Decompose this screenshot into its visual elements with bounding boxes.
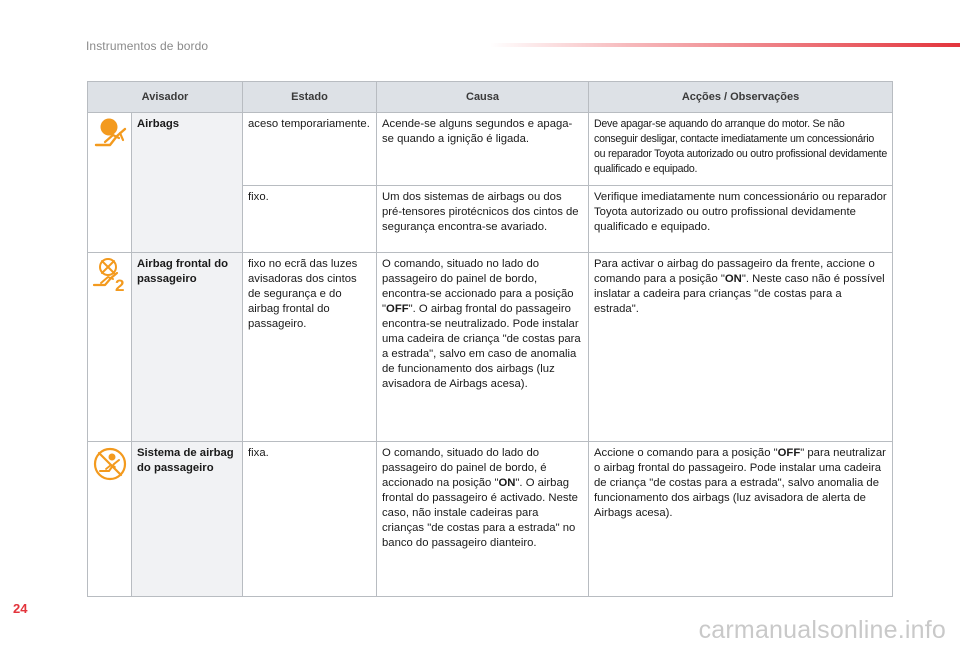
estado-cell: fixo no ecrã das luzes avisadoras dos cintos de segurança e do airbag frontal do passageiro. <box>243 253 377 442</box>
causa-text: O comando, situado do lado do passageiro do painel de bordo, é accionado na posição " <box>382 447 547 489</box>
header-rule <box>490 43 960 47</box>
warning-name: Airbags <box>132 113 243 253</box>
section-header: Instrumentos de bordo <box>86 39 209 53</box>
icon-cell <box>88 113 132 253</box>
icon-cell <box>88 442 132 597</box>
accoes-keyword: ON <box>724 273 742 285</box>
accoes-text: Accione o comando para a posição " <box>594 447 778 459</box>
passenger-airbag-off-icon <box>91 256 129 294</box>
causa-text: O comando, situado no lado do passageiro do painel de bordo, encontra-se accionado para a posição " <box>382 258 574 315</box>
causa-cell <box>377 442 589 597</box>
passenger-airbag-system-icon <box>91 445 129 483</box>
watermark: carmanualsonline.info <box>698 616 946 644</box>
accoes-cell <box>589 442 893 597</box>
causa-keyword: ON <box>498 477 516 489</box>
estado-cell: fixo. <box>243 186 377 253</box>
accoes-text: Para activar o airbag do passageiro da frente, accione o comando para a posição " <box>594 258 875 285</box>
causa-cell: Acende-se alguns segundos e apaga-se quando a ignição é ligada. <box>377 113 589 186</box>
warning-name: Airbag frontal do passageiro <box>132 253 243 442</box>
col-header-avisador: Avisador <box>88 82 243 113</box>
estado-cell: fixa. <box>243 442 377 597</box>
svg-text:2: 2 <box>114 276 124 294</box>
table-row <box>88 442 893 597</box>
accoes-cell <box>589 253 893 442</box>
accoes-cell: Verifique imediatamente num concessionário ou reparador Toyota autorizado ou outro profissional devidamente qualificado e equipado. <box>589 186 893 253</box>
col-header-estado: Estado <box>243 82 377 113</box>
causa-cell: Um dos sistemas de airbags ou dos pré-tensores pirotécnicos dos cintos de segurança encontra-se avariado. <box>377 186 589 253</box>
col-header-accoes: Acções / Observações <box>589 82 893 113</box>
table-row <box>88 253 893 442</box>
causa-cell <box>377 253 589 442</box>
causa-keyword: OFF <box>386 303 409 315</box>
accoes-cell: Deve apagar-se aquando do arranque do motor. Se não conseguir desligar, contacte imediatamente um concessionário ou reparador Toyota autorizado ou outro profissional devidamente qualificado e equipado. <box>589 113 893 186</box>
accoes-text: ". Neste caso não é possível inslatar a cadeira para crianças "de costas para a estrada". <box>594 273 885 315</box>
airbag-seat-icon <box>92 116 128 152</box>
col-header-causa: Causa <box>377 82 589 113</box>
accoes-text: " para neutralizar o airbag frontal do passageiro. Pode instalar uma cadeira de criança "de costas para a estrada", salvo anomalia de funcionamento dos airbags (luz avisadora de alerta de Airbags acesa). <box>594 447 886 519</box>
estado-cell: aceso temporariamente. <box>243 113 377 186</box>
accoes-keyword: OFF <box>777 447 801 459</box>
table-row <box>88 113 893 186</box>
causa-text: ". O airbag frontal do passageiro é activado. Neste caso, não instale cadeiras para crianças "de costas para a estrada" no banco do passageiro dianteiro. <box>382 477 578 549</box>
causa-text: ". O airbag frontal do passageiro encontra-se neutralizado. Pode instalar uma cadeira de criança "de costas para a estrada", salvo em caso de anomalia de funcionamento dos airbags (luz avisadora de Airbags acesa). <box>382 303 581 390</box>
page-number: 24 <box>13 601 28 616</box>
icon-cell <box>88 253 132 442</box>
table-header-row <box>88 82 893 113</box>
warning-name: Sistema de airbag do passageiro <box>132 442 243 597</box>
warning-lights-table <box>87 81 893 597</box>
